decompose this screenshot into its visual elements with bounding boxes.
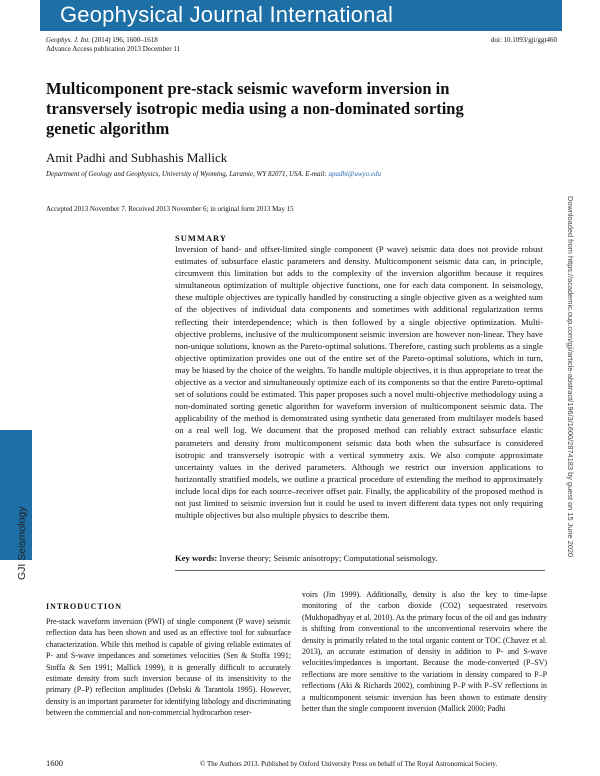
summary-text: Inversion of band- and offset-limited single component (P wave) seismic data does not provide robust estimates of subsurface elastic parameters and density. Multicomponent seismic data can, in principle, circumvent this limitation but adds to the complexity of the inversion algorithm because it requires simultaneous optimization of multiple objective functions, one for each data component. In seismology, these multiple objectives are typically handled by constructing a single objective given as a weighted sum of the objectives of individual data components and sometimes with additional regularization terms reflecting their interdependence; which is then followed by a single objective optimization. Multi-objective problems, inclusive of the multicomponent seismic inversion are however non-linear. They have non-unique solutions, known as the Pareto-optimal solutions. Therefore, casting such problems as a single objective optimization provides one out of the entire set of the Pareto-optimal solutions, which in turn, may be biased by the choice of the weights. To handle multiple objectives, it is thus appropriate to treat the objective as a vector and simultaneously optimize each of its components so that the entire Pareto-optimal set of solutions could be estimated. This paper proposes such a novel multi-objective methodology using a non-dominated sorting genetic algorithm for waveform inversion of multicomponent seismic data. The applicability of the method is demonstrated using synthetic data generated from multilayer models based on a real well log. We document that the proposed method can reliably extract subsurface elastic parameters and density from multicomponent seismic data both when the subsurface is considered isotropic and transversely isotropic with a vertical symmetry axis. We also compute approximate uncertainty values in the derived parameters. Although we restrict our inversion applications to horizontally stratified models, we outline a practical procedure of extending the method to approximately include local dips for each source–receiver offset pair. Finally, the applicability of the proposed method is not just limited to seismic inversion but it could be used to invert different data types not only requiring multiple objectives but also multiple physics to describe them.	[175, 244, 543, 521]
affiliation	[46, 170, 381, 178]
citation-line	[46, 36, 180, 45]
intro-left-column: Pre-stack waveform inversion (PWI) of single component (P wave) seismic reflection data has been shown and used as an effective tool for subsurface characterization. While this method is capable of giving reliable estimates of P- and S-wave impedances and sometimes velocities (Sen & Stoffa 1991; Stoffa & Sen 1991; Mallick 1999), it is generally difficult to accurately estimate density from such inversion because of its insensitivity to the primary (P–P) reflection amplitudes (Debski & Tarantola 1995). However, density is an important parameter for identifying lithology and discriminating between the commercial and non-commercial hydrocarbon reser-	[46, 617, 291, 718]
download-note: Downloaded from https://academic.oup.com/gji/article-abstract/196/3/1600/2874183 by guest on 15 June 2020	[566, 196, 575, 558]
accepted-dates: Accepted 2013 November 7. Received 2013 November 6; in original form 2013 May 15	[46, 205, 294, 213]
journal-name: Geophysical Journal International	[60, 2, 394, 27]
summary-heading: SUMMARY	[175, 233, 228, 243]
keywords	[175, 553, 437, 563]
citation-journal: Geophys. J. Int.	[46, 36, 91, 44]
doi[interactable]: doi: 10.1093/gji/ggt460	[490, 36, 557, 44]
email-link[interactable]: apadhi@uwyo.edu	[328, 170, 381, 178]
introduction-heading: INTRODUCTION	[46, 602, 123, 611]
keywords-list: Inverse theory; Seismic anisotropy; Computational seismology.	[217, 553, 438, 563]
page-number: 1600	[46, 758, 63, 768]
keywords-label: Key words:	[175, 553, 218, 563]
divider	[175, 570, 545, 571]
copyright: © The Authors 2013. Published by Oxford University Press on behalf of The Royal Astronomical Society.	[200, 760, 498, 768]
citation-rest: (2014) 196, 1600–1618	[90, 36, 158, 44]
journal-banner	[40, 0, 562, 31]
citation-block	[46, 36, 180, 54]
intro-right-column: voirs (Jin 1999). Additionally, density is also the key to time-lapse monitoring of the carbon dioxide (CO2) sequestrated reservoirs (Mukhopadhyay et al. 2010). As the primary focus of the oil and gas industry is shifting from conventional to the unconventional reservoirs where the density is primarily related to the total organic content or TOC (Chavez et al. 2013), an accurate estimation of density in addition to P- and S-wave velocities/impedances is important. Because the mode-converted (P–SV) reflections are more sensitive to the variations in density compared to P–P reflections (Aki & Richards 2002), combining P–P with P–SV reflections in a multicomponent seismic inversion has been shown to estimate density better than the single component inversion (Mallick 2000; Padhi	[302, 590, 547, 714]
affiliation-text: Department of Geology and Geophysics, University of Wyoming, Laramie, WY 82071, USA. E-mail:	[46, 170, 329, 178]
section-side-label: GJI Seismology	[16, 506, 28, 580]
paper-title: Multicomponent pre-stack seismic waveform inversion in transversely isotropic media using a non-dominated sorting genetic algorithm	[46, 79, 464, 138]
authors: Amit Padhi and Subhashis Mallick	[46, 150, 228, 165]
advance-access: Advance Access publication 2013 December 11	[46, 45, 181, 53]
